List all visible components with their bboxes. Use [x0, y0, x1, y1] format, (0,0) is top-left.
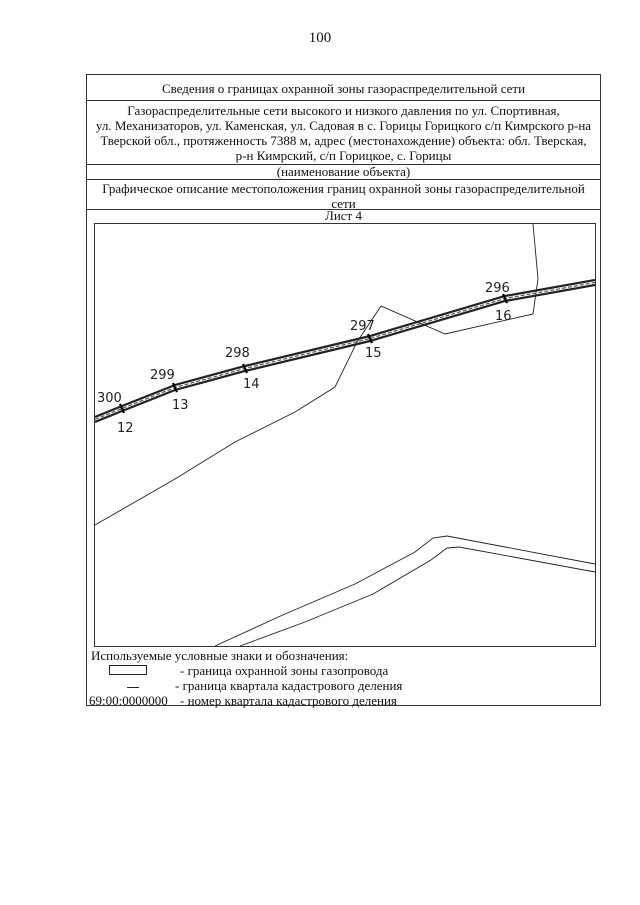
object-line: ул. Механизаторов, ул. Каменская, ул. Садовая в с. Горицы Горицкого с/п Кимрского р-на: [95, 118, 592, 133]
map-drawing: [95, 224, 595, 646]
segment-label: 15: [365, 346, 382, 361]
segment-label: 16: [495, 309, 512, 324]
legend-title: Используемые условные знаки и обозначения:: [91, 648, 349, 663]
object-line: Газораспределительные сети высокого и низкого давления по ул. Спортивная,: [127, 103, 560, 118]
legend-item-text: - граница квартала кадастрового деления: [175, 678, 403, 693]
object-description: [87, 101, 600, 165]
cadastral-map: [94, 223, 596, 647]
point-label: 299: [150, 368, 175, 383]
page-number: 100: [308, 30, 332, 46]
protection-zone-inner: [95, 285, 595, 422]
point-label: 300: [97, 391, 122, 406]
section-line: сети: [331, 196, 356, 211]
protection-zone-outer: [95, 280, 595, 417]
legend: [87, 648, 600, 708]
object-line: р-н Кимрский, с/п Горицкое, с. Горицы: [235, 148, 452, 163]
legend-item-text: - номер квартала кадастрового деления: [180, 693, 397, 708]
road-outline-lower: [240, 547, 595, 646]
segment-label: 13: [172, 398, 189, 413]
segment-label: 14: [243, 377, 260, 392]
point-label: 297: [350, 319, 375, 334]
sheet-label: Лист 4: [325, 208, 362, 223]
quarter-number-code: 69:00:0000000: [89, 693, 168, 708]
section-line: Графическое описание местоположения границ охранной зоны газораспределительной: [102, 181, 585, 196]
point-label: 298: [225, 346, 250, 361]
quarter-boundary-symbol: [127, 687, 139, 688]
legend-item: [87, 678, 600, 693]
object-line: Тверской обл., протяженность 7388 м, адрес (местонахождение) объекта: обл. Тверская,: [100, 133, 587, 148]
table-title: Сведения о границах охранной зоны газораспределительной сети: [87, 75, 600, 101]
road-outline-upper: [215, 536, 595, 646]
gas-pipeline-axis: [95, 283, 595, 420]
boundary-info-table: [86, 74, 601, 706]
protection-zone-symbol: [109, 665, 147, 675]
object-caption: (наименование объекта): [87, 165, 600, 180]
segment-label: 12: [117, 421, 134, 436]
legend-item: [87, 663, 600, 678]
legend-item: [87, 693, 600, 708]
legend-item-text: - граница охранной зоны газопровода: [180, 663, 389, 678]
point-label: 296: [485, 281, 510, 296]
section-title: [87, 180, 600, 210]
